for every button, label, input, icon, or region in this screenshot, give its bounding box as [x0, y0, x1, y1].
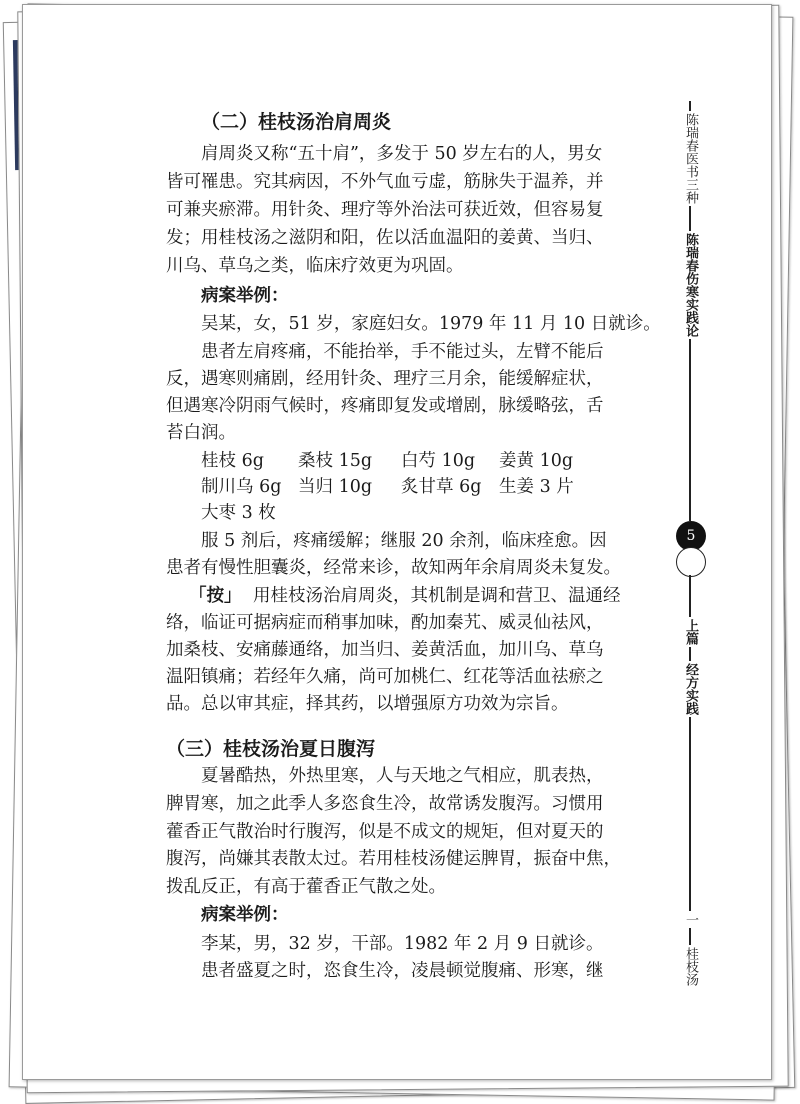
paragraph-line: 可兼夹瘀滞。用针灸、理疗等外治法可获近效，但容易复 [166, 200, 604, 220]
paragraph-line: 腹泻，尚嫌其表散太过。若用桂枝汤健运脾胃，振奋中焦， [166, 849, 621, 869]
section-heading: （三）桂枝汤治夏日腹泻 [166, 738, 376, 760]
paragraph-line: 患者盛夏之时，恣食生冷，凌晨顿觉腹痛、形寒，继 [201, 961, 604, 981]
page-number-ring [676, 547, 706, 577]
chapter-number: 一 [683, 913, 698, 926]
herb: 桑枝 15g [298, 451, 373, 471]
note-mark: 「按」 [189, 586, 242, 606]
paragraph-line: 夏暑酷热，外热里寒，人与天地之气相应，肌表热， [201, 766, 604, 786]
page-number: 5 [676, 521, 706, 551]
paragraph-line: 用桂枝汤治肩周炎，其机制是调和营卫、温通经 [253, 586, 621, 606]
paragraph-line: 藿香正气散治时行腹泻，似是不成文的规矩，但对夏天的 [166, 822, 604, 842]
paragraph-line: 脾胃寒，加之此季人多恣食生冷，故常诱发腹泻。习惯用 [166, 794, 604, 814]
paragraph-line: 服 5 剂后，疼痛缓解；继服 20 余剂，临床痊愈。因 [201, 531, 607, 551]
part-label: 上篇 [683, 619, 698, 645]
part-title: 经方实践 [683, 663, 698, 715]
herb: 当归 10g [298, 477, 373, 497]
paragraph-line: 但遇寒冷阴雨气候时，疼痛即复发或增剧，脉缓略弦，舌 [166, 396, 604, 416]
paragraph-line: 患者左肩疼痛，不能抬举，手不能过头，左臂不能后 [201, 342, 604, 362]
herb: 白芍 10g [401, 451, 476, 471]
herb: 生姜 3 片 [499, 477, 574, 497]
herb: 炙甘草 6g [401, 477, 482, 497]
book-title: 陈瑞春伤寒实践论 [683, 233, 698, 337]
herb: 大枣 3 枚 [201, 503, 276, 523]
herb: 桂枝 6g [201, 451, 264, 471]
paragraph-line: 川乌、草乌之类，临床疗效更为巩固。 [166, 256, 464, 276]
paragraph-line: 皆可罹患。究其病因，不外气血亏虚，筋脉失于温养，并 [166, 172, 604, 192]
paragraph-line: 肩周炎又称“五十肩”，多发于 50 岁左右的人，男女 [201, 144, 603, 164]
herb: 制川乌 6g [201, 477, 282, 497]
paragraph-line: 拨乱反正，有高于藿香正气散之处。 [166, 877, 446, 897]
paragraph-line: 苔白润。 [166, 423, 236, 443]
paragraph-line: 络，临证可据病症而稍事加味，酌加秦艽、威灵仙祛风， [166, 613, 604, 633]
paragraph-line: 加桑枝、安痛藤通络，加当归、姜黄活血，加川乌、草乌 [166, 640, 604, 660]
case-patient: 吴某，女，51 岁，家庭妇女。1979 年 11 月 10 日就诊。 [201, 314, 661, 334]
series-title: 陈瑞春医书三种 [683, 113, 698, 204]
paragraph-line: 温阳镇痛；若经年久痛，尚可加桃仁、红花等活血祛瘀之 [166, 667, 604, 687]
paragraph-line: 品。总以审其症，择其药，以增强原方功效为宗旨。 [166, 694, 569, 714]
paragraph-line: 患者有慢性胆囊炎，经常来诊，故知两年余肩周炎未复发。 [166, 558, 621, 578]
case-patient: 李某，男，32 岁，干部。1982 年 2 月 9 日就诊。 [201, 934, 604, 954]
paragraph-line: 反，遇寒则痛剧，经用针灸、理疗三月余，能缓解症状， [166, 369, 604, 389]
paragraph-line: 发；用桂枝汤之滋阴和阳，佐以活血温阳的姜黄、当归、 [166, 228, 604, 248]
chapter-title: 桂枝汤 [683, 947, 698, 986]
case-label: 病案举例： [201, 905, 289, 925]
case-label: 病案举例： [201, 286, 289, 306]
section-heading: （二）桂枝汤治肩周炎 [201, 111, 392, 133]
herb: 姜黄 10g [499, 451, 574, 471]
book-page [22, 4, 772, 1080]
